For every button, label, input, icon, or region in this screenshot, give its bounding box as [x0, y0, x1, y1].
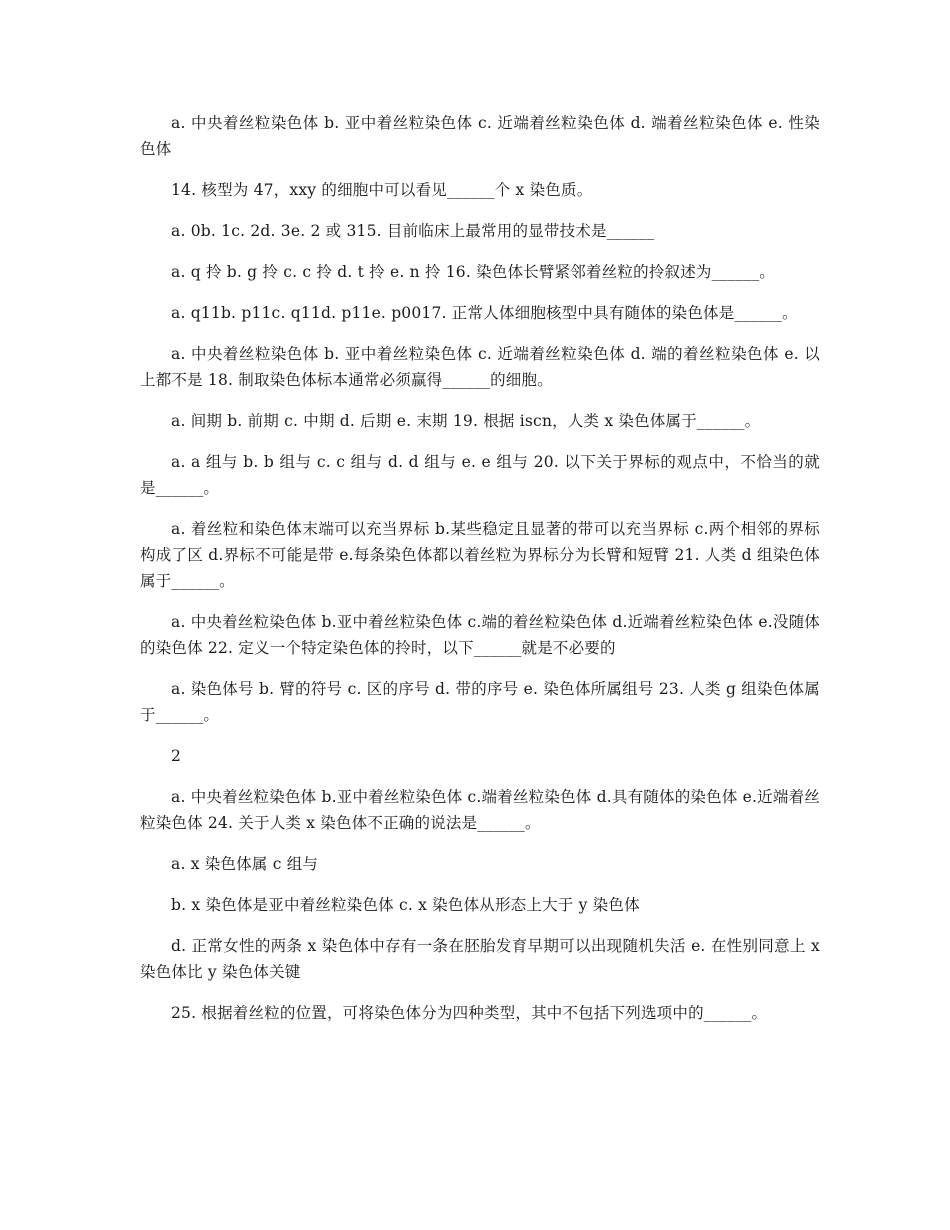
- paragraph-q14: 14. 核型为 47，xxy 的细胞中可以看见______个 x 染色质。: [171, 181, 593, 199]
- paragraph-q17-options-q18: a. 中央着丝粒染色体 b. 亚中着丝粒染色体 c. 近端着丝粒染色体 d. 端的着丝粒染色体 e. 以上都不是 18. 制取染色体标本通常必须赢得______的细胞。: [140, 345, 820, 389]
- paragraph-q24-options-b-c: b. x 染色体是亚中着丝粒染色体 c. x 染色体从形态上大于 y 染色体: [171, 896, 640, 914]
- paragraph-q25: 25. 根据着丝粒的位置，可将染色体分为四种类型，其中不包括下列选项中的______。: [171, 1004, 768, 1022]
- paragraph-q21-options-q22: a. 中央着丝粒染色体 b.亚中着丝粒染色体 c.端的着丝粒染色体 d.近端着丝粒染色体 e.没随体的染色体 22. 定义一个特定染色体的拎时，以下______就是不必要的: [140, 613, 820, 657]
- paragraph-q20-options-q21: a. 着丝粒和染色体末端可以充当界标 b.某些稳定且显著的带可以充当界标 c.两个相邻的界标构成了区 d.界标不可能是带 e.每条染色体都以着丝粒为界标分为长臂和短臂 21. 人类 d 组染色体属于______。: [140, 520, 820, 590]
- paragraph-q14-options-q15: a. 0b. 1c. 2d. 3e. 2 或 315. 目前临床上最常用的显带技术是______: [171, 222, 655, 240]
- paragraph-q24-options-d-e: d. 正常女性的两条 x 染色体中存有一条在胚胎发育早期可以出现随机失活 e. 在性别同意上 x 染色体比 y 染色体关键: [140, 937, 820, 981]
- paragraph-q15-options-q16: a. q 拎 b. g 拎 c. c 拎 d. t 拎 e. n 拎 16. 染色体长臂紧邻着丝粒的拎叙述为______。: [171, 263, 775, 281]
- paragraph-q19-options-q20: a. a 组与 b. b 组与 c. c 组与 d. d 组与 e. e 组与 20. 以下关于界标的观点中，不恰当的就是______。: [140, 453, 820, 497]
- page-number: 2: [171, 747, 181, 765]
- paragraph-q22-options-q23: a. 染色体号 b. 臂的符号 c. 区的序号 d. 带的序号 e. 染色体所属组号 23. 人类 g 组染色体属于______。: [140, 680, 820, 724]
- paragraph-q13-options: a. 中央着丝粒染色体 b. 亚中着丝粒染色体 c. 近端着丝粒染色体 d. 端着丝粒染色体 e. 性染色体: [140, 114, 820, 158]
- paragraph-q24-option-a: a. x 染色体属 c 组与: [171, 855, 319, 873]
- paragraph-q23-options-q24: a. 中央着丝粒染色体 b.亚中着丝粒染色体 c.端着丝粒染色体 d.具有随体的染色体 e.近端着丝粒染色体 24. 关于人类 x 染色体不正确的说法是______。: [140, 788, 820, 832]
- paragraph-q18-options-q19: a. 间期 b. 前期 c. 中期 d. 后期 e. 末期 19. 根据 iscn，人类 x 染色体属于______。: [171, 412, 761, 430]
- document-page: [140, 110, 820, 1041]
- paragraph-q16-options-q17: a. q11b. p11c. q11d. p11e. p0017. 正常人体细胞核型中具有随体的染色体是______。: [171, 304, 798, 322]
